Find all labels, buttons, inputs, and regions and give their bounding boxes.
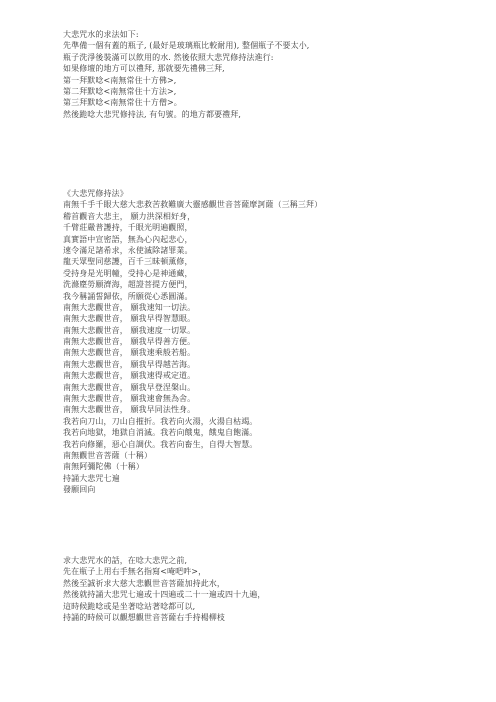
text-line: 受持身是光明幢，受持心是神通藏， (63, 268, 193, 278)
text-line: 千臂莊嚴普護持，千眼光明遍觀照， (63, 223, 193, 233)
text-line: 先準備一個有蓋的瓶子, (最好是玻璃瓶比較耐用), 整個瓶子不要太小, (63, 41, 310, 51)
text-line: 南無大悲觀世音， 願我速知一切法。 (63, 302, 196, 312)
instructions-section (63, 29, 463, 120)
text-line: 我今稱誦誓歸依，所願從心悉圓滿。 (63, 291, 193, 301)
text-line: 然後跪唸大悲咒修持法, 有句號。的地方都要禮拜, (63, 109, 242, 119)
text-line: 南無大悲觀世音， 願我速會無為舍。 (63, 394, 196, 404)
text-line: 第一拜默唸<南無常住十方佛>, (63, 75, 177, 85)
text-line: 如果修壇的地方可以禮拜, 那就要先禮佛三拜, (63, 64, 225, 74)
text-line: 南無大悲觀世音， 願我速度一切眾。 (63, 325, 196, 335)
text-line: 第三拜默唸<南無常住十方僧>。 (63, 98, 182, 108)
text-line: 南無大悲觀世音， 願我早登涅槃山。 (63, 382, 196, 392)
text-line: 這時候跪唸或是坐著唸站著唸都可以, (63, 601, 196, 611)
text-line: 洗滌塵勞願濟海，超證菩提方便門， (63, 280, 193, 290)
text-line: 然後就持誦大悲咒七遍或十四遍或二十一遍或四十九遍， (63, 590, 266, 600)
section-title: 《大悲咒修持法》 (63, 189, 128, 198)
text-line: 大悲咒水的求法如下: (63, 30, 139, 39)
text-line: 南無大悲觀世音， 願我早得智慧眼。 (63, 314, 196, 324)
text-line: 發願回向 (63, 485, 96, 495)
water-method-section (63, 555, 463, 623)
text-line: 南無觀世音菩薩（十稱） (63, 450, 153, 460)
text-line: 南無大悲觀世音， 願我速得戒定道。 (63, 371, 196, 381)
text-line: 南無大悲觀世音， 願我速乘般若船。 (63, 348, 196, 358)
text-line: 持誦大悲咒七遍 (63, 473, 120, 483)
text-line: 我若向地獄，地獄自消滅。我若向餓鬼，餓鬼自飽滿。 (63, 428, 258, 438)
text-line: 速令滿足諸希求，永使滅除諸罪業。 (63, 245, 193, 255)
text-line: 然後至誠祈求大慈大悲觀世音菩薩加持此水， (63, 578, 225, 588)
text-line: 持誦的時候可以觀想觀世音菩薩右手持楊柳枝 (63, 612, 225, 622)
practice-text-section (63, 188, 463, 496)
text-line: 瓶子洗淨後裝滿可以飲用的水. 然後依照大悲咒修持法進行: (63, 52, 274, 62)
text-line: 求大悲咒水的話，在唸大悲咒之前, (63, 556, 188, 565)
text-line: 龍天眾聖同慈護，百千三昧頓薰修， (63, 257, 193, 267)
text-line: 南無千手千眼大慈大悲救苦救難廣大靈感觀世音菩薩摩訶薩（三稱三拜） (63, 200, 323, 210)
text-line: 稽首觀音大悲主， 願力洪深相好身， (63, 211, 196, 221)
text-line: 先在瓶子上用右手無名指寫<唵吧吽>， (63, 567, 207, 577)
text-line: 我若向修羅，惡心自調伏。我若向畜生，自得大智慧。 (63, 439, 258, 449)
text-line: 南無大悲觀世音， 願我早得越苦海。 (63, 359, 196, 369)
text-line: 我若向刀山，刀山自摧折。我若向火湯，火湯自枯竭。 (63, 416, 258, 426)
text-line: 南無大悲觀世音， 願我早得善方便。 (63, 337, 196, 347)
text-line: 南無阿彌陀佛（十稱） (63, 462, 144, 472)
text-line: 真實語中宣密語，無為心內起悲心， (63, 234, 193, 244)
text-line: 南無大悲觀世音， 願我早同法性身。 (63, 405, 196, 415)
text-line: 第二拜默唸<南無常住十方法>, (63, 86, 177, 96)
